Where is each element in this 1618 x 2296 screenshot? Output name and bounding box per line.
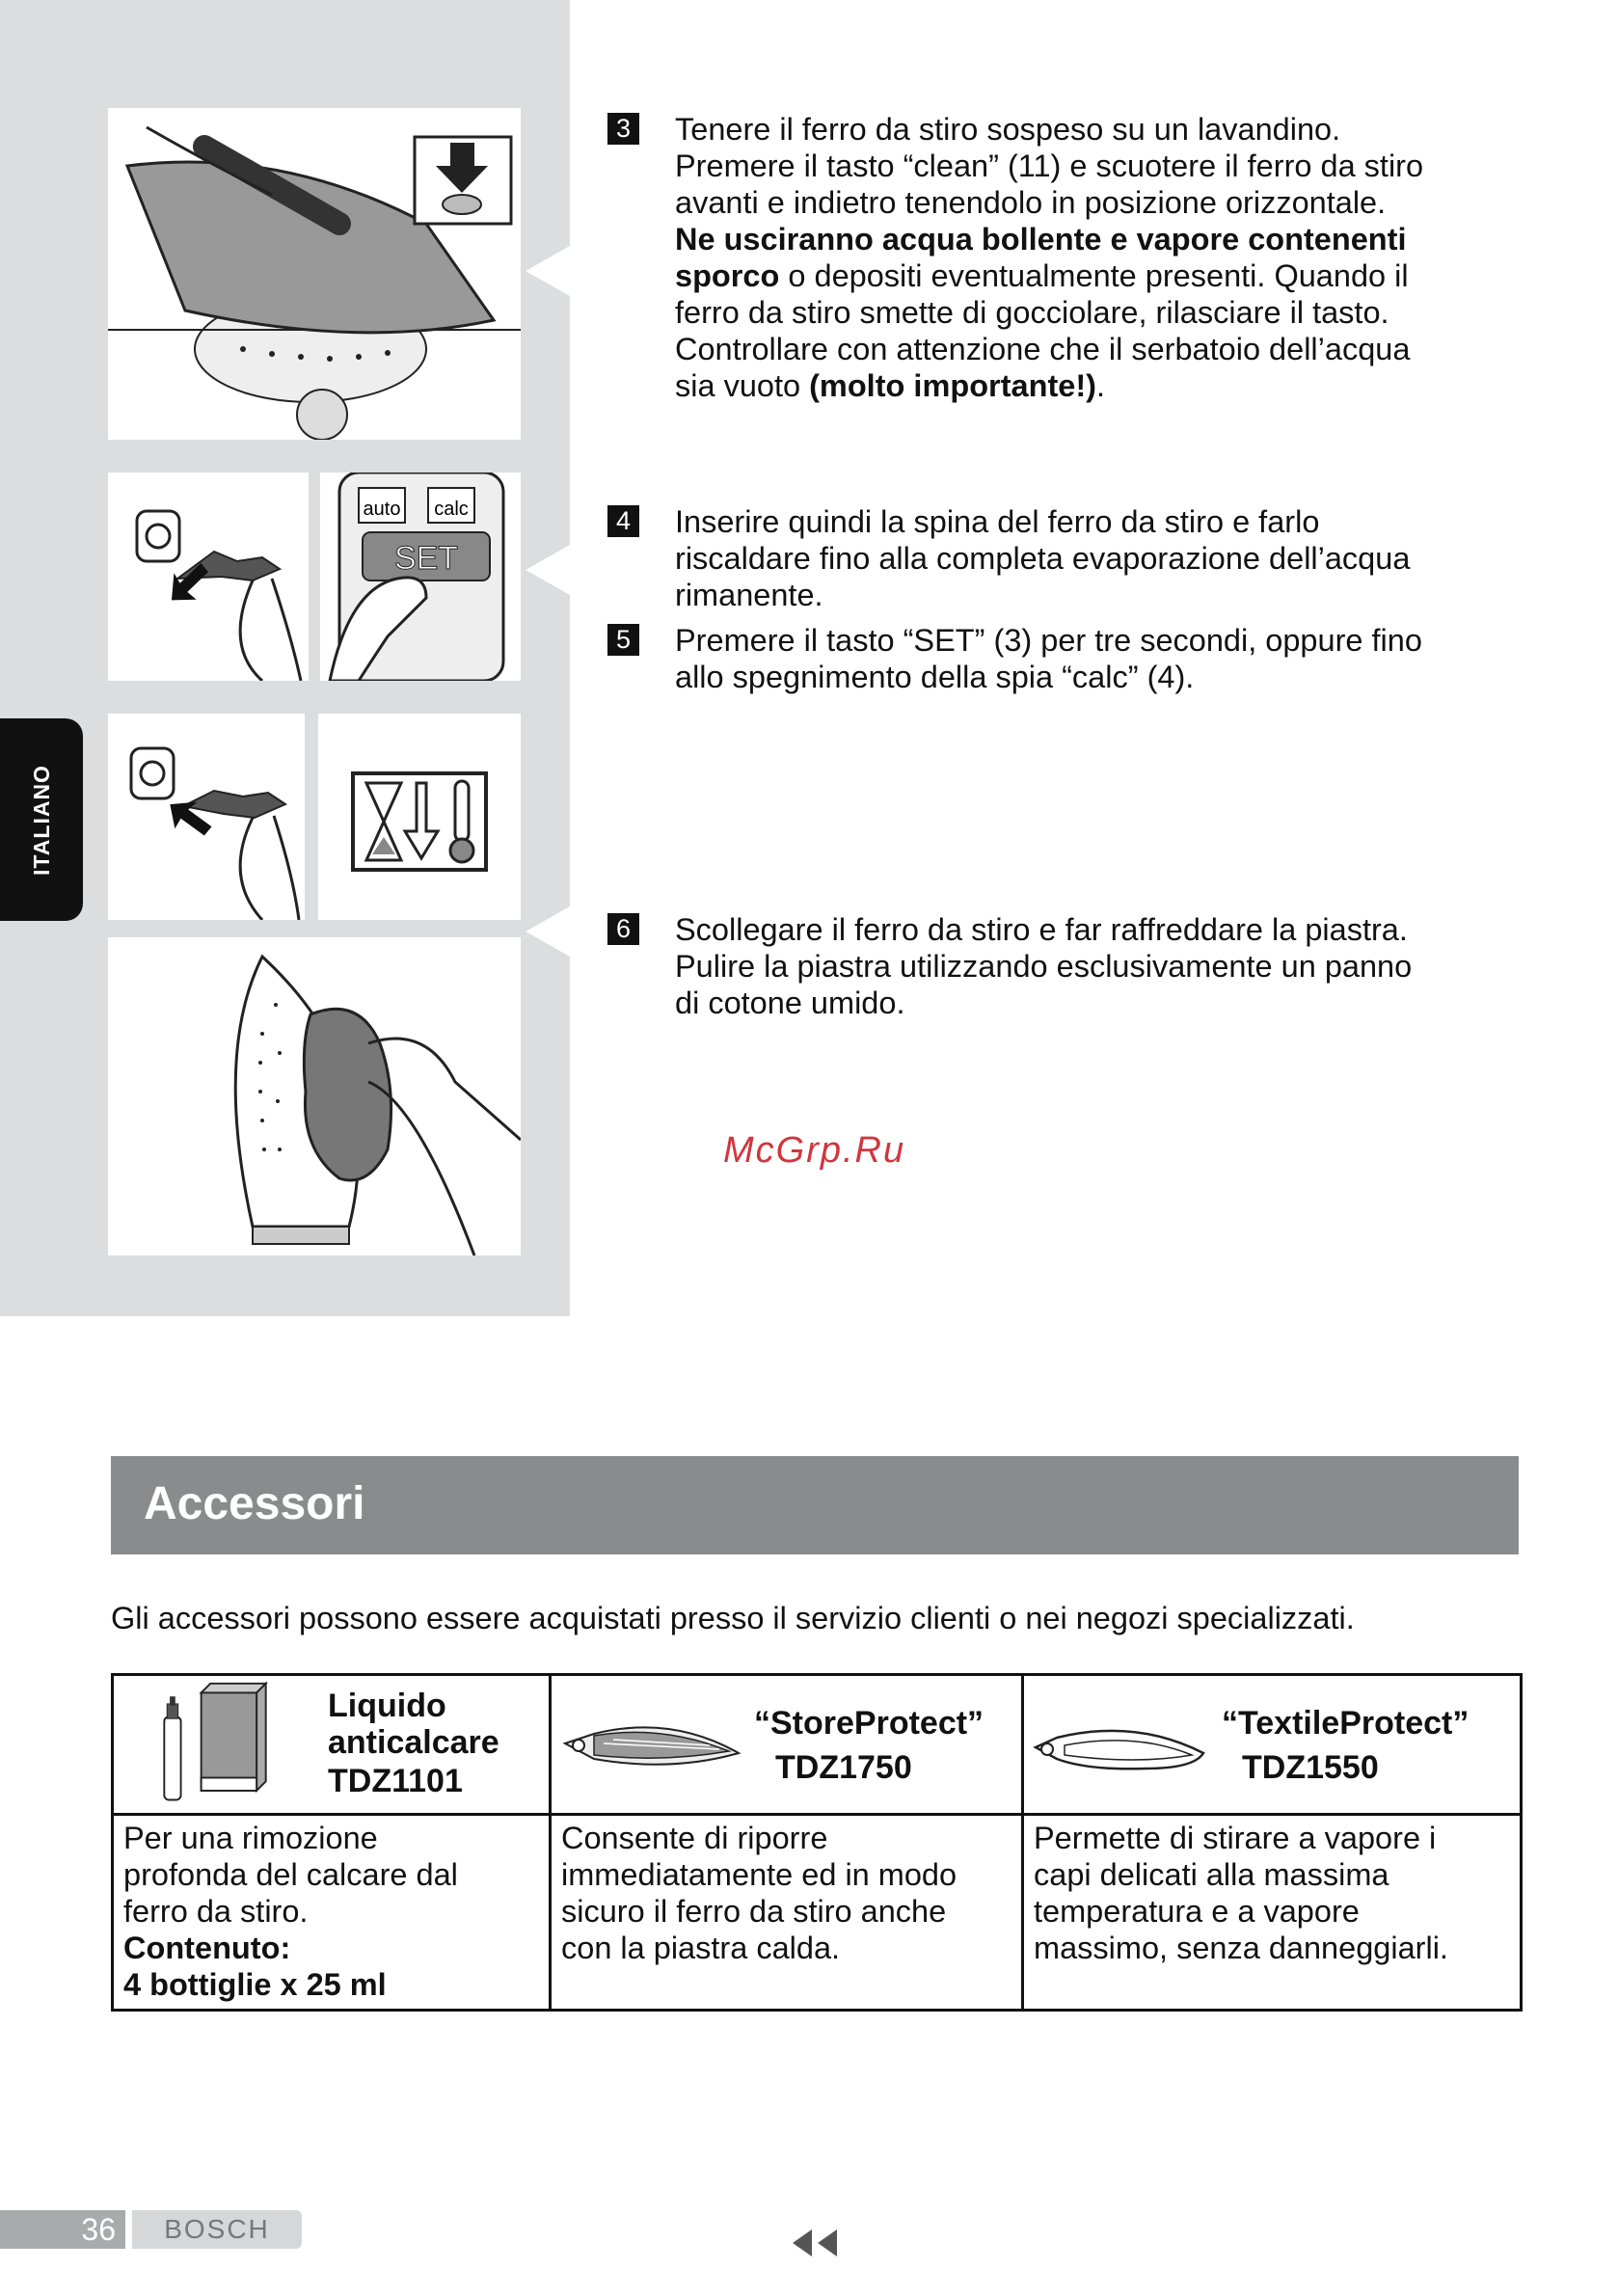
description-cell xyxy=(113,1815,551,2011)
step-number: 4 xyxy=(607,505,639,537)
panel-notch xyxy=(526,906,570,957)
illustration-plug-in xyxy=(108,473,309,681)
illustration-wiping-soleplate xyxy=(108,937,521,1256)
description-cell xyxy=(551,1815,1023,2011)
panel-notch xyxy=(526,545,570,595)
description-cell xyxy=(1023,1815,1522,2011)
product-cell xyxy=(551,1675,1023,1815)
step-number: 3 xyxy=(607,113,639,145)
language-tab-label: ITALIANO xyxy=(28,764,54,876)
watermark: McGrp.Ru xyxy=(723,1130,906,1171)
product-name: Liquido anticalcare xyxy=(328,1688,499,1761)
set-button-label: SET xyxy=(393,540,459,577)
step-number: 5 xyxy=(607,624,639,656)
calc-button-label: calc xyxy=(434,499,469,520)
brand-label: BOSCH xyxy=(132,2210,302,2249)
product-description: Permette di stirare a vapore i capi delicati alla massima temperatura e a vapore massimo, senza danneggiarli. xyxy=(1034,1821,1448,1965)
step-text-part: o depositi eventualmente presenti. Quando il ferro da stiro smette di gocciolare, rilasciare il tasto. Controllare con attenzione che il serbatoio dell’acqua sia vuoto xyxy=(675,258,1411,403)
step-4 xyxy=(607,503,1572,613)
illustration-unplug xyxy=(108,714,305,920)
illustration-iron-over-sink xyxy=(108,108,521,440)
textileprotect-icon xyxy=(1030,1711,1223,1788)
product-code: TDZ1101 xyxy=(328,1763,463,1799)
accessories-table xyxy=(111,1673,1523,2012)
panel-notch xyxy=(526,246,570,296)
section-title: Accessori xyxy=(144,1478,365,1529)
product-description: Per una rimozione profonda del calcare dal ferro da stiro. xyxy=(123,1821,458,1929)
product-code: TDZ1550 xyxy=(1242,1749,1379,1786)
product-description: Consente di riporre immediatamente ed in modo sicuro il ferro da stiro anche con la piastra calda. xyxy=(561,1821,957,1965)
previous-page-icon[interactable] xyxy=(789,2228,839,2258)
product-name: “TextileProtect” xyxy=(1222,1705,1470,1742)
step-text-part: Tenere il ferro da stiro sospeso su un lavandino. Premere il tasto “clean” (11) e scuotere il ferro da stiro avanti e indietro tenendolo in posizione orizzontale. xyxy=(675,112,1424,220)
section-header xyxy=(111,1456,1519,1554)
step-text: Inserire quindi la spina del ferro da stiro e farlo riscaldare fino alla completa evaporazione dell’acqua rimanente. xyxy=(675,504,1411,612)
step-text: Scollegare il ferro da stiro e far raffreddare la piastra. Pulire la piastra utilizzando esclusivamente un panno di cotone umido. xyxy=(675,912,1413,1020)
step-number: 6 xyxy=(607,913,639,945)
step-3 xyxy=(607,111,1572,404)
step-5 xyxy=(607,622,1572,695)
step-text-bold: Ne usciranno acqua bollente e vapore contenenti sporco xyxy=(675,222,1407,293)
step-text-part: . xyxy=(1096,368,1106,403)
illustration-set-button xyxy=(320,473,521,681)
language-tab xyxy=(0,718,83,921)
auto-button-label: auto xyxy=(363,499,401,520)
product-code: TDZ1750 xyxy=(775,1749,912,1786)
contents-value: 4 bottiglie x 25 ml xyxy=(123,1967,387,2002)
product-cell xyxy=(113,1675,551,1815)
table-row xyxy=(113,1675,1522,1815)
product-name: “StoreProtect” xyxy=(754,1705,984,1742)
storeprotect-icon xyxy=(555,1705,748,1782)
accessories-intro: Gli accessori possono essere acquistati presso il servizio clienti o nei negozi specializzati. xyxy=(111,1601,1355,1635)
step-6 xyxy=(607,911,1572,1021)
step-text-bold: (molto importante!) xyxy=(809,368,1096,403)
product-cell xyxy=(1023,1675,1522,1815)
illustration-cooling-symbol xyxy=(318,714,521,920)
table-row xyxy=(113,1815,1522,2011)
contents-label: Contenuto: xyxy=(123,1931,291,1965)
page-number: 36 xyxy=(0,2210,125,2249)
step-text: Premere il tasto “SET” (3) per tre secondi, oppure fino allo spegnimento della spia “calc” (4). xyxy=(675,623,1422,694)
step-text xyxy=(675,111,1572,404)
descaler-bottle-icon xyxy=(152,1680,278,1811)
